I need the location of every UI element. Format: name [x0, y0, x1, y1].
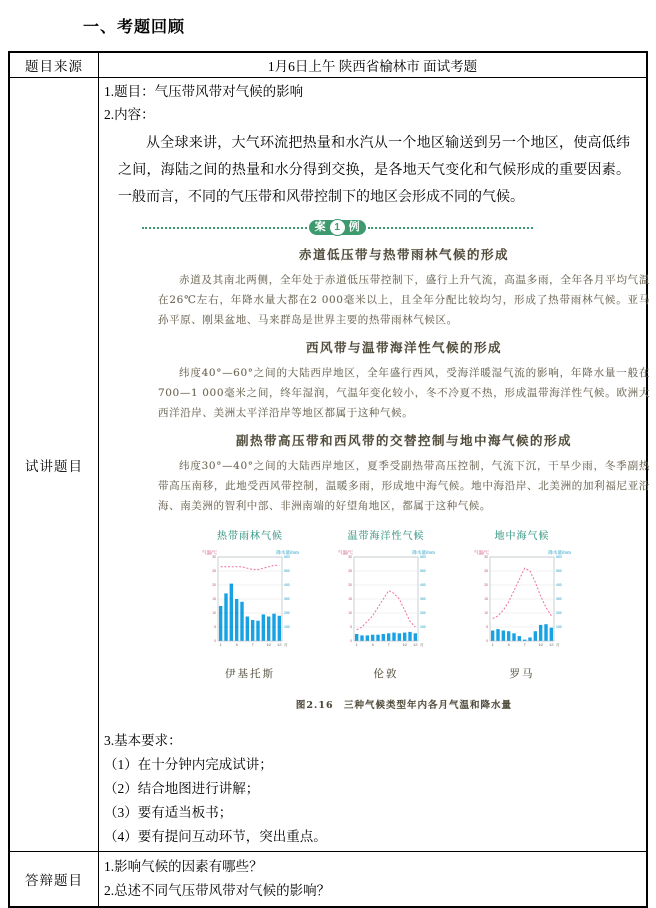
climate-chart-temperate-oceanic — [336, 526, 436, 685]
scan-section-3-body: 纬度30°—40°之间的大陆西岸地区，夏季受副热带高压控制，气流下沉，干旱少雨，冬季副热带高压南移，此地受西风带控制，温暖多雨，形成地中海气候。地中海沿岸、北美洲的加利福尼亚沿海、南美洲的智利中部、非洲南端的好望角地区，都属于这种气候。 — [158, 460, 650, 512]
svg-text:月: 月 — [284, 643, 288, 647]
svg-text:5: 5 — [350, 625, 352, 630]
svg-text:降水量/mm: 降水量/mm — [276, 550, 299, 555]
svg-text:500: 500 — [284, 569, 290, 574]
svg-text:300: 300 — [284, 597, 290, 602]
svg-text:10: 10 — [484, 611, 488, 616]
climate-chart-svg — [472, 549, 572, 655]
chart-title: 温带海洋性气候 — [347, 531, 425, 542]
scan-section-1-body: 赤道及其南北两侧，全年处于赤道低压带控制下，盛行上升气流，高温多雨，全年各月平均气温在26℃左右，年降水量大都在2 000毫米以上，且全年分配比较均匀，形成了热带雨林气候。亚马孙平原、刚果盆地、马来群岛是世界主要的热带雨林气候区。 — [158, 274, 650, 326]
svg-text:20: 20 — [212, 583, 216, 588]
defense-row-label: 答辩题目 — [9, 852, 99, 908]
chart-title: 地中海气候 — [494, 531, 550, 542]
lecture-row-label: 试讲题目 — [9, 78, 99, 852]
svg-text:400: 400 — [556, 583, 562, 588]
svg-text:12: 12 — [549, 643, 554, 647]
badge-number: 1 — [329, 219, 346, 236]
climate-charts-row — [200, 526, 652, 685]
svg-text:15: 15 — [348, 597, 352, 602]
requirement-item-1: （1）在十分钟内完成试讲； — [104, 757, 273, 772]
divider-dotted-line-left — [142, 227, 307, 229]
svg-text:600: 600 — [420, 555, 426, 560]
svg-text:4: 4 — [371, 643, 374, 647]
svg-text:10: 10 — [348, 611, 352, 616]
svg-text:30: 30 — [484, 555, 488, 560]
svg-text:200: 200 — [420, 611, 426, 616]
svg-text:月: 月 — [556, 643, 560, 647]
lecture-topic-line: 1.题目：气压带风带对气候的影响 — [104, 84, 304, 99]
svg-text:5: 5 — [214, 625, 216, 630]
svg-text:30: 30 — [212, 555, 216, 560]
svg-text:500: 500 — [556, 569, 562, 574]
scan-section-3-heading: 副热带高压带和西风带的交替控制与地中海气候的形成 — [235, 433, 572, 448]
svg-text:0: 0 — [350, 639, 352, 644]
svg-text:7: 7 — [387, 643, 390, 647]
svg-text:10: 10 — [266, 643, 271, 647]
case-divider — [142, 219, 533, 236]
table-row-source — [9, 52, 647, 78]
svg-text:0: 0 — [486, 639, 488, 644]
divider-dotted-line-right — [368, 227, 533, 229]
svg-text:300: 300 — [556, 597, 562, 602]
scan-section-2-body: 纬度40°—60°之间的大陆西岸地区，全年盛行西风，受海洋暖湿气流的影响，年降水量一般在700—1 000毫米之间，终年湿润，气温年变化较小，冬不冷夏不热，形成温带海洋性气候。欧洲大西洋沿岸、美洲太平洋沿岸等地区都属于这种气候。 — [158, 367, 650, 419]
figure-caption: 图2.16 三种气候类型年内各月气温和降水量 — [295, 700, 513, 711]
svg-text:200: 200 — [284, 611, 290, 616]
page-title: 一、考题回顾 — [83, 19, 186, 36]
svg-text:12: 12 — [277, 643, 282, 647]
svg-text:4: 4 — [235, 643, 238, 647]
defense-question-1: 1.影响气候的因素有哪些？ — [104, 859, 263, 874]
svg-text:25: 25 — [484, 569, 488, 574]
svg-text:10: 10 — [402, 643, 407, 647]
svg-text:气温/℃: 气温/℃ — [202, 550, 218, 555]
defense-question-2: 2.总述不同气压带风带对气候的影响？ — [104, 883, 331, 898]
case-1-badge — [309, 219, 366, 236]
svg-text:4: 4 — [507, 643, 510, 647]
textbook-scan-block — [156, 244, 652, 717]
svg-text:12: 12 — [413, 643, 418, 647]
svg-text:7: 7 — [523, 643, 526, 647]
climate-chart-svg — [200, 549, 300, 655]
svg-text:100: 100 — [284, 625, 290, 630]
table-row-defense — [9, 852, 647, 908]
svg-text:15: 15 — [212, 597, 216, 602]
svg-text:600: 600 — [556, 555, 562, 560]
svg-text:月: 月 — [420, 643, 424, 647]
svg-text:气温/℃: 气温/℃ — [338, 550, 354, 555]
chart-city-label: 伦敦 — [373, 668, 399, 680]
climate-chart-mediterranean — [472, 526, 572, 685]
lecture-row-content — [99, 78, 648, 852]
requirement-item-3: （3）要有适当板书； — [104, 805, 233, 820]
chart-title: 热带雨林气候 — [217, 531, 283, 542]
scan-section-1-heading: 赤道低压带与热带雨林气候的形成 — [298, 247, 509, 262]
badge-right-pill: 例 — [341, 220, 366, 235]
svg-text:20: 20 — [484, 583, 488, 588]
svg-text:400: 400 — [420, 583, 426, 588]
requirement-item-4: （4）要有提问互动环节，突出重点。 — [104, 829, 327, 844]
svg-text:1: 1 — [355, 643, 358, 647]
svg-text:15: 15 — [484, 597, 488, 602]
source-row-value: 1月6日上午 陕西省榆林市 面试考题 — [99, 52, 648, 78]
svg-text:10: 10 — [538, 643, 543, 647]
svg-text:20: 20 — [348, 583, 352, 588]
svg-text:5: 5 — [486, 625, 488, 630]
climate-chart-svg — [336, 549, 436, 655]
svg-text:500: 500 — [420, 569, 426, 574]
requirement-item-2: （2）结合地图进行讲解； — [104, 781, 260, 796]
svg-text:0: 0 — [214, 639, 216, 644]
svg-text:30: 30 — [348, 555, 352, 560]
chart-city-label: 伊基托斯 — [225, 668, 275, 680]
svg-text:1: 1 — [491, 643, 494, 647]
exam-review-table — [8, 51, 648, 908]
svg-text:降水量/mm: 降水量/mm — [412, 550, 435, 555]
requirements-heading: 3.基本要求： — [104, 733, 182, 748]
svg-text:7: 7 — [251, 643, 254, 647]
lecture-content-heading: 2.内容： — [104, 107, 155, 122]
svg-text:100: 100 — [420, 625, 426, 630]
badge-left-pill: 案 — [309, 220, 334, 235]
table-row-lecture — [9, 78, 647, 852]
climate-chart-tropical-rainforest — [200, 526, 300, 685]
svg-text:降水量/mm: 降水量/mm — [548, 550, 571, 555]
svg-text:100: 100 — [556, 625, 562, 630]
svg-text:1: 1 — [219, 643, 222, 647]
scan-section-2-heading: 西风带与温带海洋性气候的形成 — [305, 340, 502, 355]
svg-text:200: 200 — [556, 611, 562, 616]
svg-text:气温/℃: 气温/℃ — [474, 550, 490, 555]
svg-text:400: 400 — [284, 583, 290, 588]
lecture-content-paragraph: 从全球来讲，大气环流把热量和水汽从一个地区输送到另一个地区，使高低纬之间，海陆之间的热量和水分得到交换，是各地天气变化和气候形成的重要因素。一般而言，不同的气压带和风带控制下的地区会形成不同的气候。 — [118, 136, 630, 205]
basic-requirements-block — [104, 729, 640, 849]
defense-row-content — [99, 852, 648, 908]
svg-text:25: 25 — [212, 569, 216, 574]
source-row-label: 题目来源 — [9, 52, 99, 78]
svg-text:10: 10 — [212, 611, 216, 616]
svg-text:300: 300 — [420, 597, 426, 602]
chart-city-label: 罗马 — [509, 668, 535, 680]
svg-text:600: 600 — [284, 555, 290, 560]
svg-text:25: 25 — [348, 569, 352, 574]
